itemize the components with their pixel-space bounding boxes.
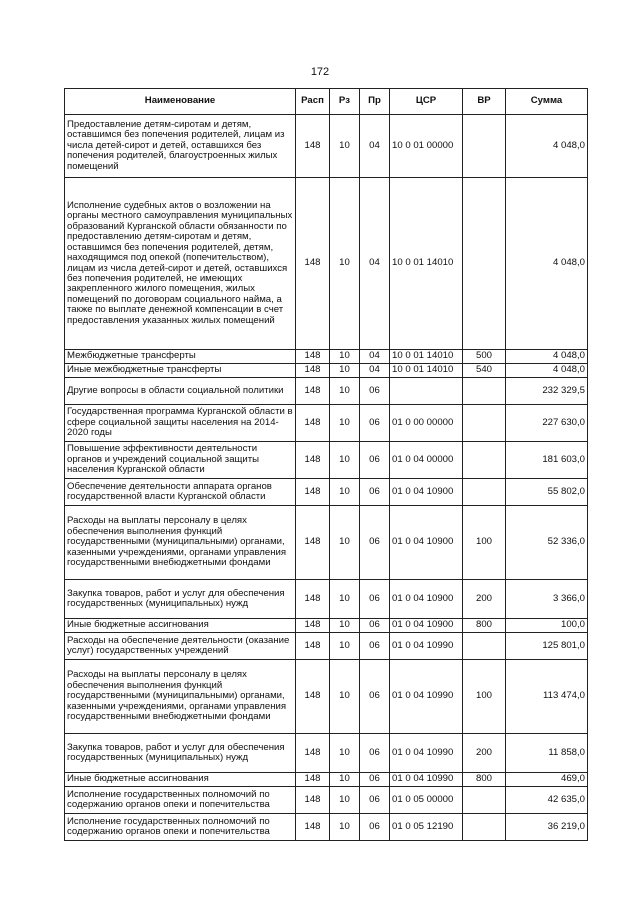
row-pr: 06 xyxy=(360,773,390,787)
table-row xyxy=(65,619,588,633)
row-rz: 10 xyxy=(330,479,360,506)
table-row xyxy=(65,814,588,841)
row-name: Закупка товаров, работ и услуг для обеспечения государственных (муниципальных) нужд xyxy=(65,580,296,619)
row-sum: 4 048,0 xyxy=(506,115,588,178)
row-rasp: 148 xyxy=(296,734,330,773)
row-vr xyxy=(463,787,506,814)
row-sum: 11 858,0 xyxy=(506,734,588,773)
row-rz: 10 xyxy=(330,773,360,787)
row-rz: 10 xyxy=(330,580,360,619)
row-rasp: 148 xyxy=(296,580,330,619)
row-csr: 01 0 04 10990 xyxy=(390,773,463,787)
row-pr: 06 xyxy=(360,633,390,660)
row-name: Расходы на обеспечение деятельности (оказание услуг) государственных учреждений xyxy=(65,633,296,660)
row-name: Закупка товаров, работ и услуг для обеспечения государственных (муниципальных) нужд xyxy=(65,734,296,773)
table-row xyxy=(65,734,588,773)
budget-table xyxy=(64,88,588,841)
row-csr: 01 0 04 10900 xyxy=(390,479,463,506)
row-rasp: 148 xyxy=(296,506,330,580)
row-sum: 469,0 xyxy=(506,773,588,787)
table-row xyxy=(65,178,588,350)
row-rz: 10 xyxy=(330,814,360,841)
row-rz: 10 xyxy=(330,734,360,773)
row-pr: 04 xyxy=(360,178,390,350)
row-name: Исполнение государственных полномочий по содержанию органов опеки и попечительства xyxy=(65,787,296,814)
row-rasp: 148 xyxy=(296,633,330,660)
column-header-sum: Сумма xyxy=(506,89,588,115)
row-csr: 01 0 00 00000 xyxy=(390,405,463,442)
row-sum: 232 329,5 xyxy=(506,378,588,405)
row-csr: 10 0 01 14010 xyxy=(390,364,463,378)
row-rz: 10 xyxy=(330,787,360,814)
row-vr xyxy=(463,814,506,841)
row-name: Другие вопросы в области социальной политики xyxy=(65,378,296,405)
table-row xyxy=(65,378,588,405)
row-csr: 01 0 04 10990 xyxy=(390,734,463,773)
row-vr xyxy=(463,479,506,506)
row-rasp: 148 xyxy=(296,773,330,787)
row-sum: 227 630,0 xyxy=(506,405,588,442)
row-sum: 4 048,0 xyxy=(506,178,588,350)
row-name: Государственная программа Курганской области в сфере социальной защиты населения на 2014-2020 годы xyxy=(65,405,296,442)
row-rz: 10 xyxy=(330,442,360,479)
row-name: Иные межбюджетные трансферты xyxy=(65,364,296,378)
row-rasp: 148 xyxy=(296,178,330,350)
row-pr: 06 xyxy=(360,734,390,773)
row-csr xyxy=(390,378,463,405)
row-rasp: 148 xyxy=(296,364,330,378)
row-vr xyxy=(463,178,506,350)
row-vr: 100 xyxy=(463,506,506,580)
row-name: Исполнение государственных полномочий по содержанию органов опеки и попечительства xyxy=(65,814,296,841)
row-name: Повышение эффективности деятельности органов и учреждений социальной защиты населения Курганской области xyxy=(65,442,296,479)
row-csr: 01 0 05 12190 xyxy=(390,814,463,841)
row-sum: 100,0 xyxy=(506,619,588,633)
row-csr: 10 0 01 00000 xyxy=(390,115,463,178)
row-rasp: 148 xyxy=(296,350,330,364)
row-csr: 01 0 04 10900 xyxy=(390,619,463,633)
row-csr: 01 0 05 00000 xyxy=(390,787,463,814)
row-name: Предоставление детям-сиротам и детям, оставшимся без попечения родителей, лицам из числа детей-сирот и детей, оставшихся без попечения родителей, благоустроенных жилых помещений xyxy=(65,115,296,178)
row-name: Расходы на выплаты персоналу в целях обеспечения выполнения функций государственными (муниципальными) органами, казенными учреждениями, органами управления государственными внебюджетными фондами xyxy=(65,660,296,734)
row-rasp: 148 xyxy=(296,619,330,633)
column-header-pr: Пр xyxy=(360,89,390,115)
row-name: Иные бюджетные ассигнования xyxy=(65,773,296,787)
row-csr: 01 0 04 10900 xyxy=(390,580,463,619)
row-rasp: 148 xyxy=(296,479,330,506)
column-header-vr: ВР xyxy=(463,89,506,115)
row-pr: 06 xyxy=(360,479,390,506)
row-pr: 06 xyxy=(360,442,390,479)
row-rasp: 148 xyxy=(296,378,330,405)
row-rasp: 148 xyxy=(296,787,330,814)
column-header-name: Наименование xyxy=(65,89,296,115)
row-pr: 06 xyxy=(360,405,390,442)
row-vr xyxy=(463,405,506,442)
row-pr: 06 xyxy=(360,580,390,619)
table-row xyxy=(65,633,588,660)
row-name: Исполнение судебных актов о возложении на органы местного самоуправления муниципальных образований Курганской области обязанности по предоставлению детям-сиротам и детям, оставшимся без попечения родителей, детям, находящимся под опекой (попечительством), лицам из числа детей-сирот и детей, оставшихся без попечения родителей, не имеющих закрепленного жилого помещения, жилых помещений по договорам социального найма, а также по выплате денежной компенсации в счет предоставления указанных жилых помещений xyxy=(65,178,296,350)
row-sum: 55 802,0 xyxy=(506,479,588,506)
row-sum: 36 219,0 xyxy=(506,814,588,841)
table-row xyxy=(65,442,588,479)
row-rz: 10 xyxy=(330,350,360,364)
row-rasp: 148 xyxy=(296,660,330,734)
row-csr: 01 0 04 10900 xyxy=(390,506,463,580)
row-sum: 42 635,0 xyxy=(506,787,588,814)
row-vr xyxy=(463,442,506,479)
column-header-csr: ЦСР xyxy=(390,89,463,115)
table-row xyxy=(65,479,588,506)
row-rasp: 148 xyxy=(296,814,330,841)
row-vr: 200 xyxy=(463,580,506,619)
row-sum: 3 366,0 xyxy=(506,580,588,619)
row-vr xyxy=(463,633,506,660)
row-rz: 10 xyxy=(330,364,360,378)
row-vr xyxy=(463,378,506,405)
row-rz: 10 xyxy=(330,178,360,350)
table-row xyxy=(65,506,588,580)
table-header-row xyxy=(65,89,588,115)
row-csr: 10 0 01 14010 xyxy=(390,178,463,350)
row-rz: 10 xyxy=(330,506,360,580)
row-pr: 06 xyxy=(360,787,390,814)
column-header-rasp: Расп xyxy=(296,89,330,115)
row-vr: 100 xyxy=(463,660,506,734)
row-sum: 52 336,0 xyxy=(506,506,588,580)
row-rz: 10 xyxy=(330,619,360,633)
row-name: Обеспечение деятельности аппарата органов государственной власти Курганской области xyxy=(65,479,296,506)
table-row xyxy=(65,773,588,787)
row-pr: 04 xyxy=(360,364,390,378)
row-vr: 540 xyxy=(463,364,506,378)
table-row xyxy=(65,405,588,442)
table-row xyxy=(65,660,588,734)
row-rz: 10 xyxy=(330,405,360,442)
row-rz: 10 xyxy=(330,115,360,178)
row-rasp: 148 xyxy=(296,115,330,178)
row-vr: 800 xyxy=(463,773,506,787)
row-sum: 113 474,0 xyxy=(506,660,588,734)
row-csr: 01 0 04 00000 xyxy=(390,442,463,479)
table-row xyxy=(65,580,588,619)
row-name: Иные бюджетные ассигнования xyxy=(65,619,296,633)
row-vr: 500 xyxy=(463,350,506,364)
table-row xyxy=(65,364,588,378)
row-sum: 4 048,0 xyxy=(506,364,588,378)
row-vr: 800 xyxy=(463,619,506,633)
row-name: Расходы на выплаты персоналу в целях обеспечения выполнения функций государственными (муниципальными) органами, казенными учреждениями, органами управления государственными внебюджетными фондами xyxy=(65,506,296,580)
row-pr: 04 xyxy=(360,115,390,178)
row-rasp: 148 xyxy=(296,442,330,479)
row-pr: 04 xyxy=(360,350,390,364)
row-sum: 4 048,0 xyxy=(506,350,588,364)
row-pr: 06 xyxy=(360,660,390,734)
row-pr: 06 xyxy=(360,378,390,405)
row-rasp: 148 xyxy=(296,405,330,442)
row-pr: 06 xyxy=(360,814,390,841)
table-row xyxy=(65,787,588,814)
row-sum: 181 603,0 xyxy=(506,442,588,479)
row-csr: 01 0 04 10990 xyxy=(390,633,463,660)
table-row xyxy=(65,350,588,364)
row-pr: 06 xyxy=(360,506,390,580)
table-row xyxy=(65,115,588,178)
row-pr: 06 xyxy=(360,619,390,633)
page-number: 172 xyxy=(310,66,330,78)
row-vr: 200 xyxy=(463,734,506,773)
column-header-rz: Рз xyxy=(330,89,360,115)
row-name: Межбюджетные трансферты xyxy=(65,350,296,364)
row-sum: 125 801,0 xyxy=(506,633,588,660)
row-vr xyxy=(463,115,506,178)
row-rz: 10 xyxy=(330,660,360,734)
row-csr: 10 0 01 14010 xyxy=(390,350,463,364)
row-rz: 10 xyxy=(330,633,360,660)
row-csr: 01 0 04 10990 xyxy=(390,660,463,734)
row-rz: 10 xyxy=(330,378,360,405)
